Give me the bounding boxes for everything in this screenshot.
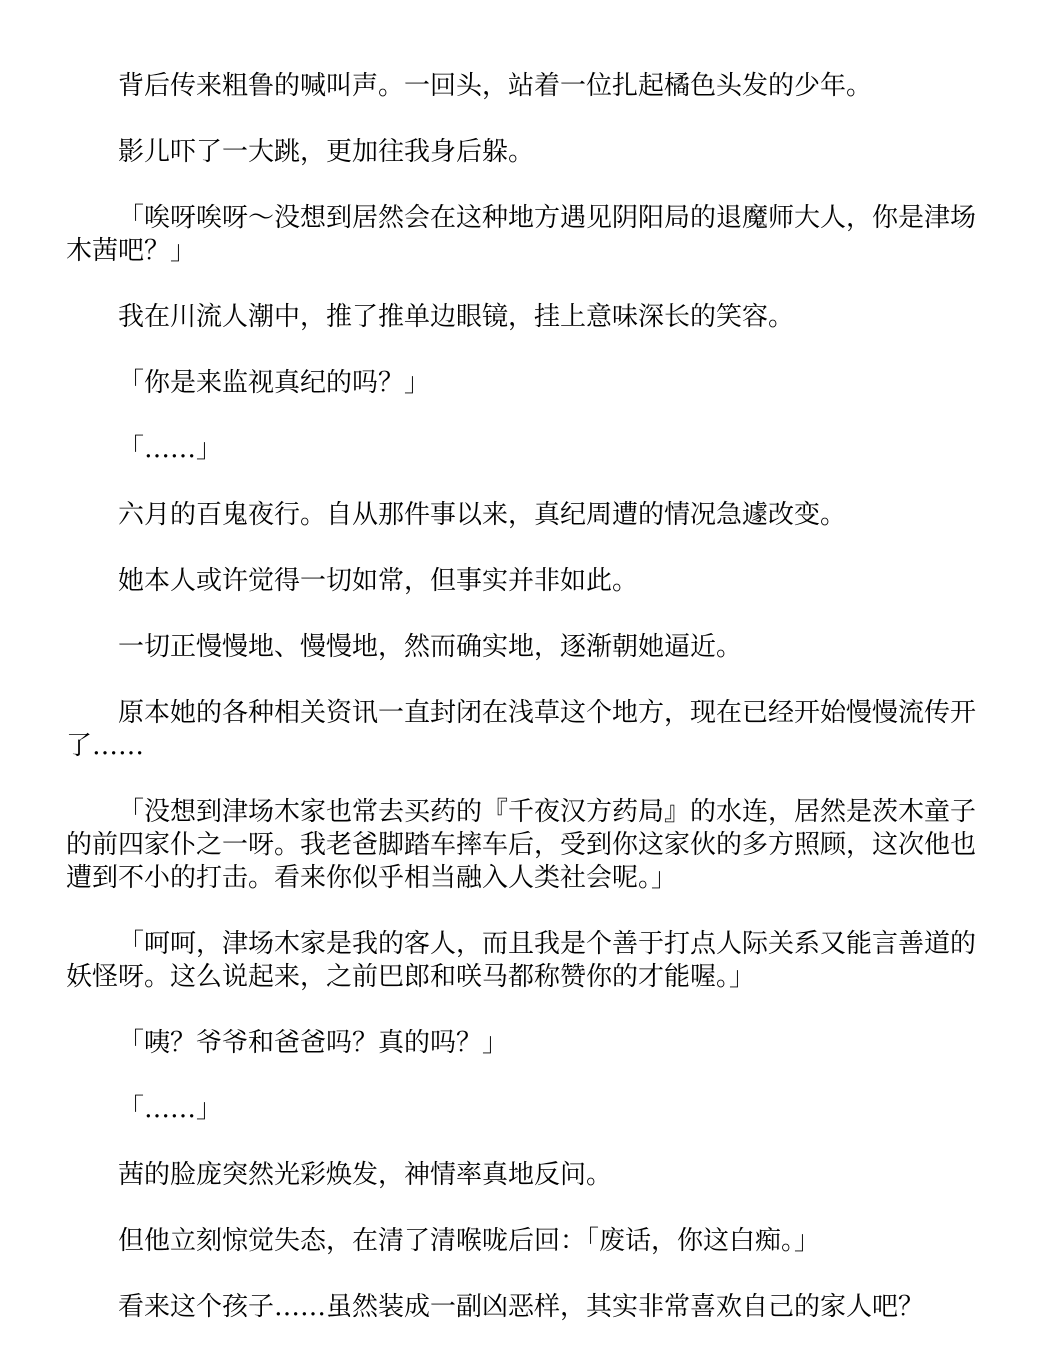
paragraph: 六月的百鬼夜行。自从那件事以来，真纪周遭的情况急遽改变。 [118, 500, 847, 530]
paragraph: 「……」 [118, 434, 223, 464]
paragraph: 她本人或许觉得一切如常，但事实并非如此。 [118, 566, 639, 596]
paragraph: 背后传来粗鲁的喊叫声。一回头，站着一位扎起橘色头发的少年。 [118, 71, 873, 101]
paragraph: 原本她的各种相关资讯一直封闭在浅草这个地方，现在已经开始慢慢流传开了…… [66, 698, 977, 761]
paragraph: 但他立刻惊觉失态，在清了清喉咙后回：「废话，你这白痴。」 [118, 1226, 821, 1256]
paragraph: 影儿吓了一大跳，更加往我身后躲。 [118, 137, 535, 167]
paragraph: 「咦？爷爷和爸爸吗？真的吗？」 [118, 1028, 509, 1058]
paragraph: 看来这个孩子……虽然装成一副凶恶样，其实非常喜欢自己的家人吧？ [118, 1292, 925, 1322]
paragraph: 一切正慢慢地、慢慢地，然而确实地，逐渐朝她逼近。 [118, 632, 743, 662]
paragraph: 「呵呵，津场木家是我的客人，而且我是个善于打点人际关系又能言善道的妖怪呀。这么说起来，之前巴郎和咲马都称赞你的才能喔。」 [66, 929, 977, 992]
paragraph: 「没想到津场木家也常去买药的『千夜汉方药局』的水连，居然是茨木童子的前四家仆之一呀。我老爸脚踏车摔车后，受到你这家伙的多方照顾，这次他也遭到不小的打击。看来你似乎相当融入人类社会呢。」 [66, 797, 977, 893]
paragraph: 「你是来监视真纪的吗？」 [118, 368, 431, 398]
paragraph: 「……」 [118, 1094, 223, 1124]
paragraph: 茜的脸庞突然光彩焕发，神情率真地反问。 [118, 1160, 613, 1190]
body-text [66, 70, 978, 1357]
paragraph: 「唉呀唉呀～没想到居然会在这种地方遇见阴阳局的退魔师大人，你是津场木茜吧？」 [66, 203, 977, 266]
paragraph: 我在川流人潮中，推了推单边眼镜，挂上意味深长的笑容。 [118, 302, 795, 332]
